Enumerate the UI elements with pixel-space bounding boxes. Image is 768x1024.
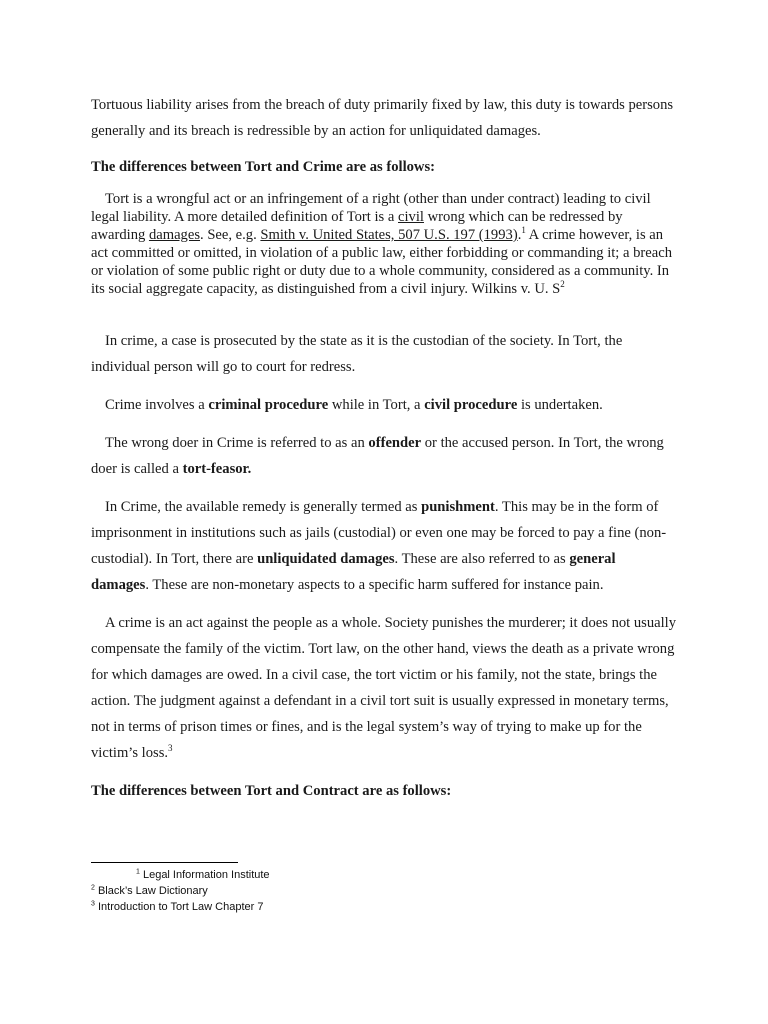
society-paragraph: A crime is an act against the people as a whole. Society punishes the murderer; it does not usually compensate the family of the victim. Tort law, on the other hand, views the death as a private wrong for which damages are owed. In a civil case, the tort victim or his family, not the state, brings the action. The judgment against a defendant in a civil tort suit is usually expressed in monetary terms, not in terms of prison times or fines, and is the legal system’s way of trying to make up for the victim’s loss.$^3$	[91, 615, 677, 761]
footnote-separator	[91, 862, 238, 863]
footnote-2: $^2$ Black’s Law Dictionary	[91, 884, 208, 897]
damages-link[interactable]: damages	[148, 227, 201, 243]
footnotes	[91, 867, 270, 915]
footnote-ref-3: 3	[168, 743, 173, 754]
civil-link[interactable]: civil	[398, 209, 424, 225]
heading-tort-vs-contract: The differences between Tort and Contract are as follows:	[91, 783, 452, 799]
prosecution-paragraph: In crime, a case is prosecuted by the state as it is the custodian of the society. In Tort, the individual person will go to court for redress.	[91, 333, 623, 375]
footnote-3: $^3$ Introduction to Tort Law Chapter 7	[91, 900, 264, 913]
footnote-1: $^1$ Legal Information Institute	[136, 868, 270, 881]
offender-paragraph: The wrong doer in Crime is referred to as an offender or the accused person. In Tort, the wrong doer is called a tort-feasor.	[91, 435, 664, 477]
heading-tort-vs-crime: The differences between Tort and Crime are as follows:	[91, 159, 435, 175]
document-body	[91, 92, 677, 804]
case-citation-link[interactable]: Smith v. United States, 507 U.S. 197 (1993)	[260, 227, 518, 243]
definition-paragraph: Tort is a wrongful act or an infringement of a right (other than under contract) leading to civil legal liability. A more detailed definition of Tort is a civil wrong which can be redressed by awarding damages. See, e.g. Smith v. United States, 507 U.S. 197 (1993).$^1$ A crime however, is an act committed or omitted, in violation of a public law, either forbidding or commanding it; a breach or violation of some public right or duty due to a whole community, considered as a community. In its social aggregate capacity, as distinguished from a civil injury. Wilkins v. U. $S^2$	[91, 191, 673, 297]
intro-paragraph: Tortuous liability arises from the breach of duty primarily fixed by law, this duty is towards persons generally and its breach is redressible by an action for unliquidated damages.	[91, 97, 674, 139]
remedy-paragraph: In Crime, the available remedy is generally termed as punishment. This may be in the form of imprisonment in institutions such as jails (custodial) or even one may be forced to pay a fine (non-custodial). In Tort, there are unliquidated damages. These are also referred to as general damages. These are non-monetary aspects to a specific harm suffered for instance pain.	[91, 499, 667, 593]
procedure-paragraph: Crime involves a criminal procedure while in Tort, a civil procedure is undertaken.	[105, 397, 603, 413]
footnote-ref-2: 2	[560, 279, 565, 290]
footnote-ref-1: 1	[521, 225, 526, 236]
